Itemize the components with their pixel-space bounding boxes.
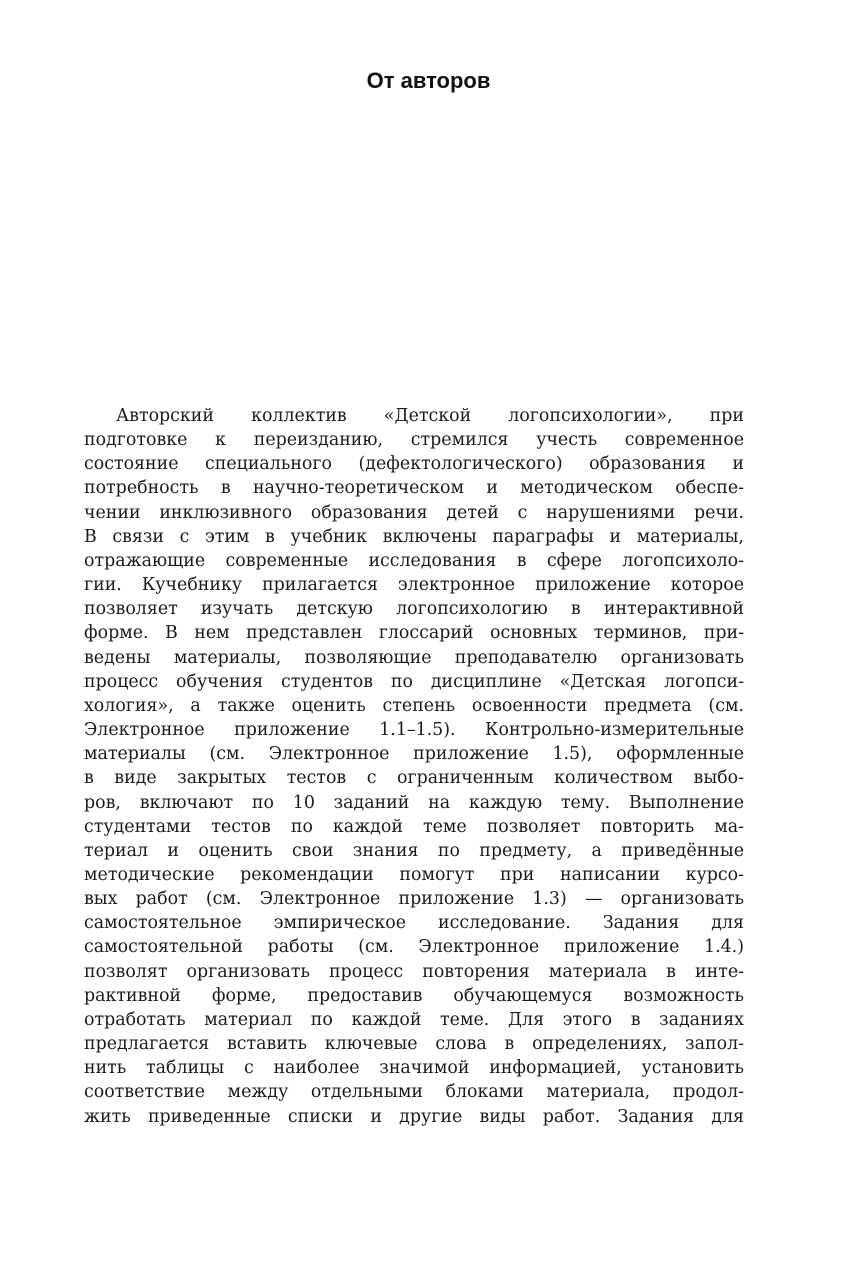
text-line: соответствие между отдельными блоками материала, продол- — [84, 1082, 744, 1103]
text-line: В связи с этим в учебник включены параграфы и материалы, — [84, 526, 744, 547]
text-line: ведены материалы, позволяющие преподавателю организовать — [84, 647, 744, 668]
text-line: нить таблицы с наиболее значимой информацией, установить — [84, 1058, 744, 1079]
text-line: предлагается вставить ключевые слова в определениях, запол- — [84, 1034, 744, 1055]
text-line: териал и оценить свои знания по предмету, а приведённые — [84, 840, 744, 861]
text-line: форме. В нем представлен глоссарий основных терминов, при- — [84, 623, 744, 644]
text-line: рактивной форме, предоставив обучающемуся возможность — [84, 985, 744, 1006]
text-line: потребность в научно-теоретическом и методическом обеспе- — [84, 478, 744, 499]
text-line: самостоятельной работы (см. Электронное приложение 1.4.) — [84, 937, 744, 958]
text-line: материалы (см. Электронное приложение 1.5), оформленные — [84, 744, 744, 765]
text-line: методические рекомендации помогут при написании курсо- — [84, 864, 744, 885]
body-paragraph — [84, 404, 744, 1129]
text-line: позволят организовать процесс повторения материала в инте- — [84, 961, 744, 982]
text-line: подготовке к переизданию, стремился учесть современное — [84, 430, 744, 451]
text-line: отработать материал по каждой теме. Для этого в заданиях — [84, 1009, 744, 1030]
text-line: процесс обучения студентов по дисциплине «Детская логопси- — [84, 671, 744, 692]
text-line: самостоятельное эмпирическое исследование. Задания для — [84, 913, 744, 934]
text-line: вых работ (см. Электронное приложение 1.3) — организовать — [84, 889, 744, 910]
text-line: в виде закрытых тестов с ограниченным количеством выбо- — [84, 768, 744, 789]
text-line: чении инклюзивного образования детей с нарушениями речи. — [84, 502, 744, 523]
text-line: отражающие современные исследования в сфере логопсихоло- — [84, 550, 744, 571]
text-line: Авторский коллектив «Детской логопсихологии», при — [116, 406, 744, 426]
text-line: жить приведенные списки и другие виды работ. Задания для — [84, 1106, 744, 1127]
text-line: позволяет изучать детскую логопсихологию в интерактивной — [84, 599, 744, 620]
page-title: От авторов — [366, 68, 491, 93]
text-line: ров, включают по 10 заданий на каждую тему. Выполнение — [84, 792, 744, 813]
text-line: Электронное приложение 1.1–1.5). Контрольно-измерительные — [84, 720, 744, 741]
text-line: хология», а также оценить степень освоенности предмета (см. — [84, 695, 744, 716]
text-line: гии. Кучебнику прилагается электронное приложение которое — [84, 575, 744, 596]
text-line: состояние специального (дефектологического) образования и — [84, 454, 744, 475]
text-line: студентами тестов по каждой теме позволяет повторить ма- — [84, 816, 744, 837]
